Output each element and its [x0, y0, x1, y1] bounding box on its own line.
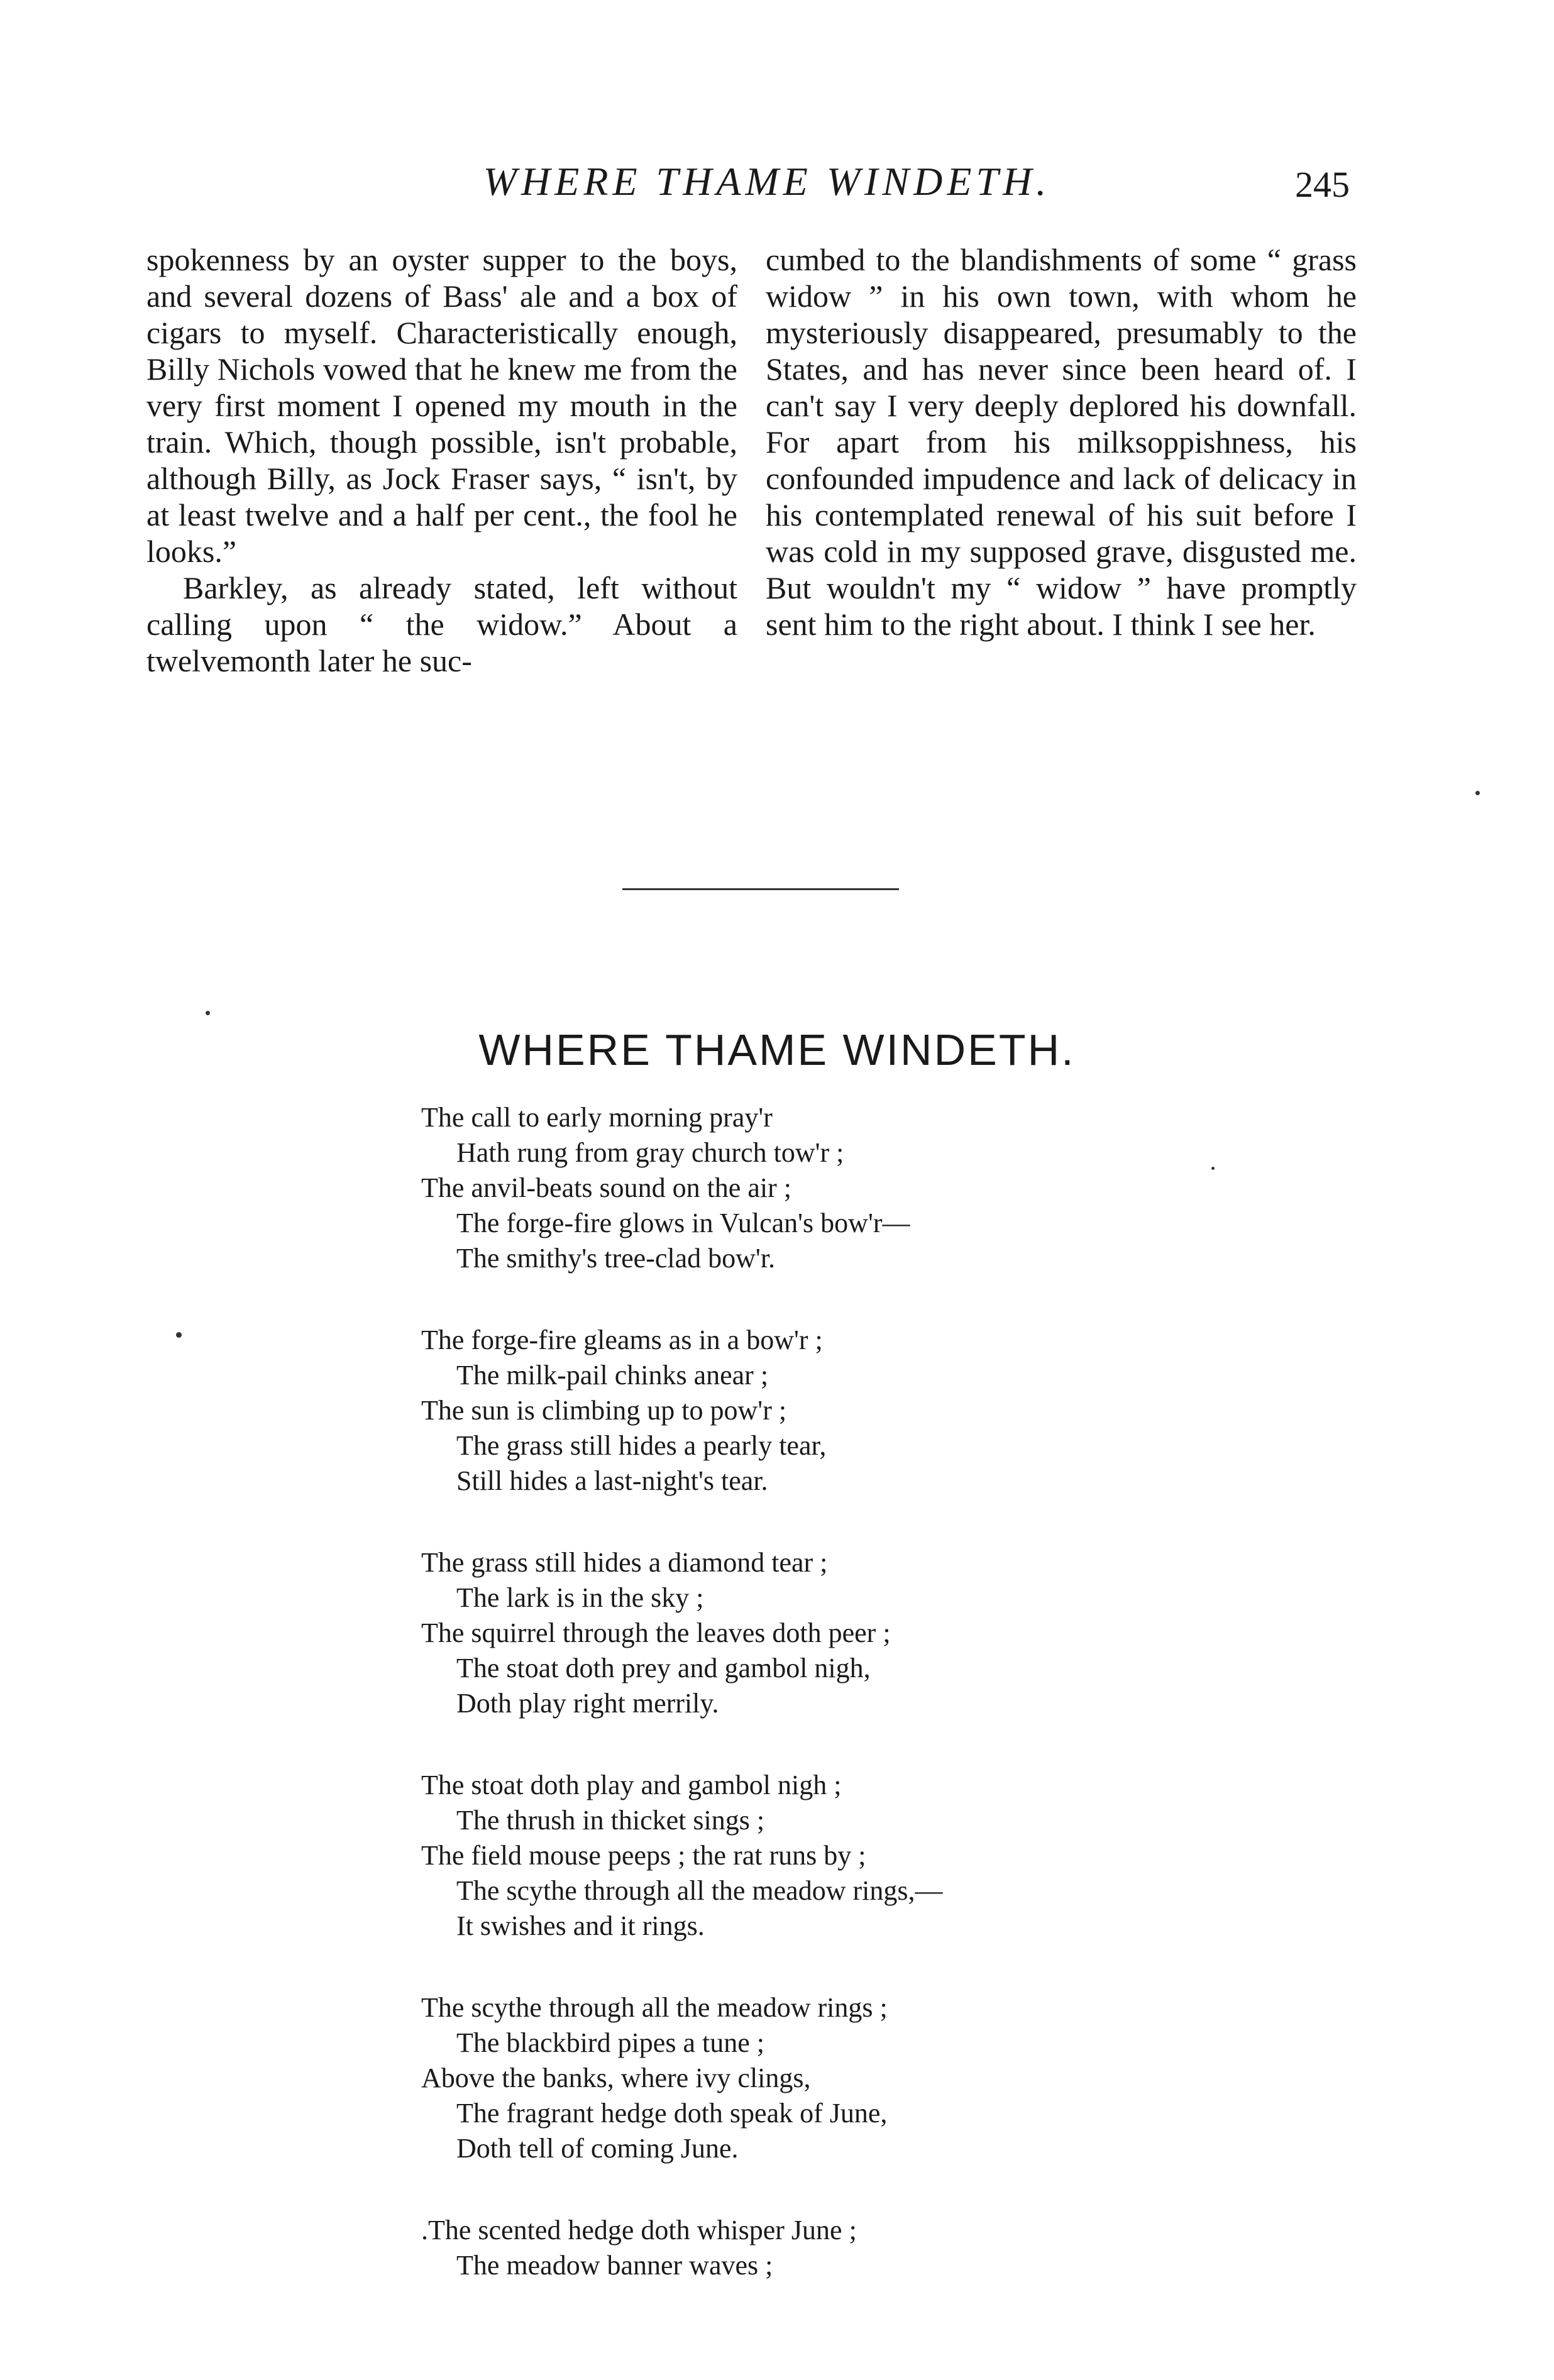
stanza — [421, 1768, 1301, 1944]
section-divider — [622, 888, 899, 890]
poem-line: The anvil-beats sound on the air ; — [421, 1172, 791, 1203]
ink-speck — [1211, 1167, 1215, 1170]
poem-line: The stoat doth play and gambol nigh ; — [421, 1770, 842, 1800]
poem-line: The blackbird pipes a tune ; — [456, 2027, 764, 2058]
poem-line: Doth play right merrily. — [456, 1688, 719, 1719]
poem-title: WHERE THAME WINDETH. — [478, 1025, 1076, 1074]
poem-line: It swishes and it rings. — [456, 1910, 705, 1941]
poem-line: .The scented hedge doth whisper June ; — [421, 2215, 857, 2245]
poem-line: The scythe through all the meadow rings,— — [456, 1875, 943, 1906]
ink-speck — [176, 1332, 182, 1338]
poem-line: The fragrant hedge doth speak of June, — [456, 2098, 888, 2129]
poem-line: The grass still hides a pearly tear, — [456, 1430, 827, 1461]
poem-line: The squirrel through the leaves doth peer ; — [421, 1617, 891, 1648]
poem-line: Hath rung from gray church tow'r ; — [456, 1137, 844, 1168]
poem-line: The grass still hides a diamond tear ; — [421, 1547, 828, 1578]
poem-line: The forge-fire gleams as in a bow'r ; — [421, 1325, 823, 1355]
poem-line: The field mouse peeps ; the rat runs by ; — [421, 1840, 866, 1871]
stanza — [421, 1990, 1301, 2166]
page-number: 245 — [1295, 164, 1350, 205]
poem-line: Still hides a last-night's tear. — [456, 1465, 768, 1496]
stanza — [421, 1100, 1301, 1276]
paragraph: Barkley, as already stated, left without calling upon “ the widow.” About a twelvemonth later he suc- — [146, 570, 737, 678]
poem — [421, 1100, 1301, 2330]
poem-line: The scythe through all the meadow rings ; — [421, 1992, 888, 2023]
right-column — [766, 241, 1357, 642]
poem-line: The meadow banner waves ; — [456, 2250, 773, 2281]
stanza — [421, 1545, 1301, 1721]
poem-line: The smithy's tree-clad bow'r. — [456, 1243, 776, 1274]
poem-line: The milk-pail chinks anear ; — [456, 1360, 769, 1391]
running-head — [0, 158, 1554, 209]
stanza — [421, 1323, 1301, 1499]
poem-line: The thrush in thicket sings ; — [456, 1805, 765, 1836]
poem-line: The call to early morning pray'r — [421, 1102, 773, 1133]
poem-line: The lark is in the sky ; — [456, 1582, 704, 1613]
paragraph: cumbed to the blandishments of some “ grass widow ” in his own town, with whom he mysteriously disappeared, presumably to the States, and has never since been heard of. I can't say I very deeply deplored his downfall. For apart from his milksoppishness, his confounded impudence and lack of delicacy in his contemplated renewal of his suit before I was cold in my supposed grave, disgusted me. But wouldn't my “ widow ” have promptly sent him to the right about. I think I see her. — [766, 242, 1357, 642]
poem-line: The forge-fire glows in Vulcan's bow'r— — [456, 1208, 910, 1238]
running-title: WHERE THAME WINDETH. — [483, 159, 1051, 204]
paragraph: spokenness by an oyster supper to the boys, and several dozens of Bass' ale and a box of cigars to myself. Characteristically enough, Billy Nichols vowed that he knew me from the very first moment I opened my mouth in the train. Which, though possible, isn't probable, although Billy, as Jock Fraser says, “ isn't, by at least twelve and a half per cent., the fool he looks.” — [146, 242, 737, 569]
left-column — [146, 241, 737, 679]
poem-line: The stoat doth prey and gambol nigh, — [456, 1653, 871, 1683]
poem-line: Doth tell of coming June. — [456, 2133, 739, 2164]
poem-line: The sun is climbing up to pow'r ; — [421, 1395, 787, 1426]
stanza — [421, 2213, 1301, 2283]
poem-line: Above the banks, where ivy clings, — [421, 2063, 811, 2093]
ink-speck — [1475, 791, 1480, 795]
ink-speck — [206, 1011, 210, 1015]
